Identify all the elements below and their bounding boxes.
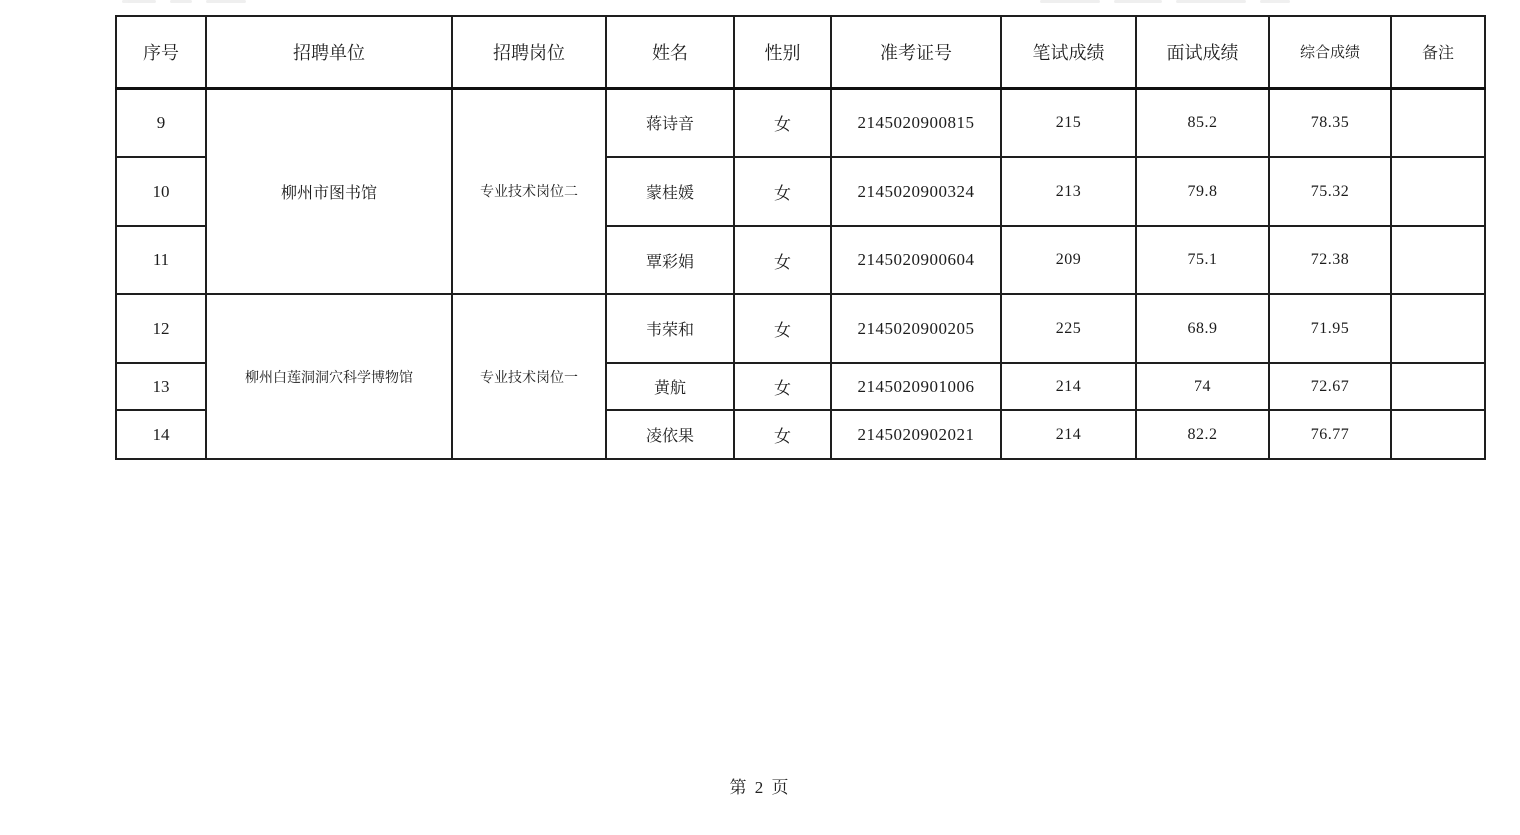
- cell-ticket: 2145020900815: [831, 88, 1001, 157]
- cell-remark: [1391, 294, 1485, 363]
- table-row-9: [116, 88, 1485, 157]
- cell-name: 凌依果: [606, 410, 734, 459]
- cell-ticket: 2145020902021: [831, 410, 1001, 459]
- cell-overall-score: 71.95: [1269, 294, 1391, 363]
- header-ticket: 准考证号: [831, 16, 1001, 88]
- cell-unit-group1: 柳州市图书馆: [206, 88, 452, 294]
- cell-interview-score: 79.8: [1136, 157, 1269, 226]
- cell-overall-score: 78.35: [1269, 88, 1391, 157]
- cell-post-group1: 专业技术岗位二: [452, 88, 606, 294]
- cell-ticket: 2145020900205: [831, 294, 1001, 363]
- cell-no: 11: [116, 226, 206, 294]
- cell-no: 13: [116, 363, 206, 410]
- cell-remark: [1391, 226, 1485, 294]
- cell-name: 黄航: [606, 363, 734, 410]
- table-row-12: [116, 294, 1485, 363]
- header-name: 姓名: [606, 16, 734, 88]
- cell-remark: [1391, 157, 1485, 226]
- header-interview: 面试成绩: [1136, 16, 1269, 88]
- cell-overall-score: 72.38: [1269, 226, 1391, 294]
- header-unit: 招聘单位: [206, 16, 452, 88]
- cell-interview-score: 68.9: [1136, 294, 1269, 363]
- cell-no: 9: [116, 88, 206, 157]
- cell-interview-score: 82.2: [1136, 410, 1269, 459]
- cropped-title-artifact-right: [1040, 0, 1290, 4]
- cell-name: 蒙桂媛: [606, 157, 734, 226]
- cell-ticket: 2145020900324: [831, 157, 1001, 226]
- header-no: 序号: [116, 16, 206, 88]
- results-table: [115, 15, 1486, 460]
- header-row: [116, 16, 1485, 88]
- cell-unit-group2: 柳州白莲洞洞穴科学博物馆: [206, 294, 452, 459]
- cell-written-score: 214: [1001, 410, 1136, 459]
- header-remark: 备注: [1391, 16, 1485, 88]
- cell-interview-score: 74: [1136, 363, 1269, 410]
- cell-ticket: 2145020901006: [831, 363, 1001, 410]
- cell-gender: 女: [734, 410, 831, 459]
- cell-written-score: 215: [1001, 88, 1136, 157]
- cell-remark: [1391, 363, 1485, 410]
- cell-gender: 女: [734, 363, 831, 410]
- header-written: 笔试成绩: [1001, 16, 1136, 88]
- cell-remark: [1391, 410, 1485, 459]
- cell-overall-score: 76.77: [1269, 410, 1391, 459]
- cell-post-group2: 专业技术岗位一: [452, 294, 606, 459]
- header-overall: 综合成绩: [1269, 16, 1391, 88]
- cell-remark: [1391, 88, 1485, 157]
- cell-written-score: 209: [1001, 226, 1136, 294]
- cropped-title-artifact-left: [122, 0, 246, 4]
- header-gender: 性别: [734, 16, 831, 88]
- cell-gender: 女: [734, 88, 831, 157]
- cell-interview-score: 75.1: [1136, 226, 1269, 294]
- cell-no: 10: [116, 157, 206, 226]
- cell-no: 14: [116, 410, 206, 459]
- cell-ticket: 2145020900604: [831, 226, 1001, 294]
- cell-gender: 女: [734, 294, 831, 363]
- cell-overall-score: 75.32: [1269, 157, 1391, 226]
- cell-interview-score: 85.2: [1136, 88, 1269, 157]
- cell-gender: 女: [734, 157, 831, 226]
- cell-written-score: 225: [1001, 294, 1136, 363]
- cell-name: 蒋诗音: [606, 88, 734, 157]
- cell-overall-score: 72.67: [1269, 363, 1391, 410]
- cell-written-score: 214: [1001, 363, 1136, 410]
- cell-written-score: 213: [1001, 157, 1136, 226]
- cell-no: 12: [116, 294, 206, 363]
- cell-name: 韦荣和: [606, 294, 734, 363]
- cell-gender: 女: [734, 226, 831, 294]
- page-number-footer: 第 2 页: [729, 778, 791, 797]
- header-post: 招聘岗位: [452, 16, 606, 88]
- cell-name: 覃彩娟: [606, 226, 734, 294]
